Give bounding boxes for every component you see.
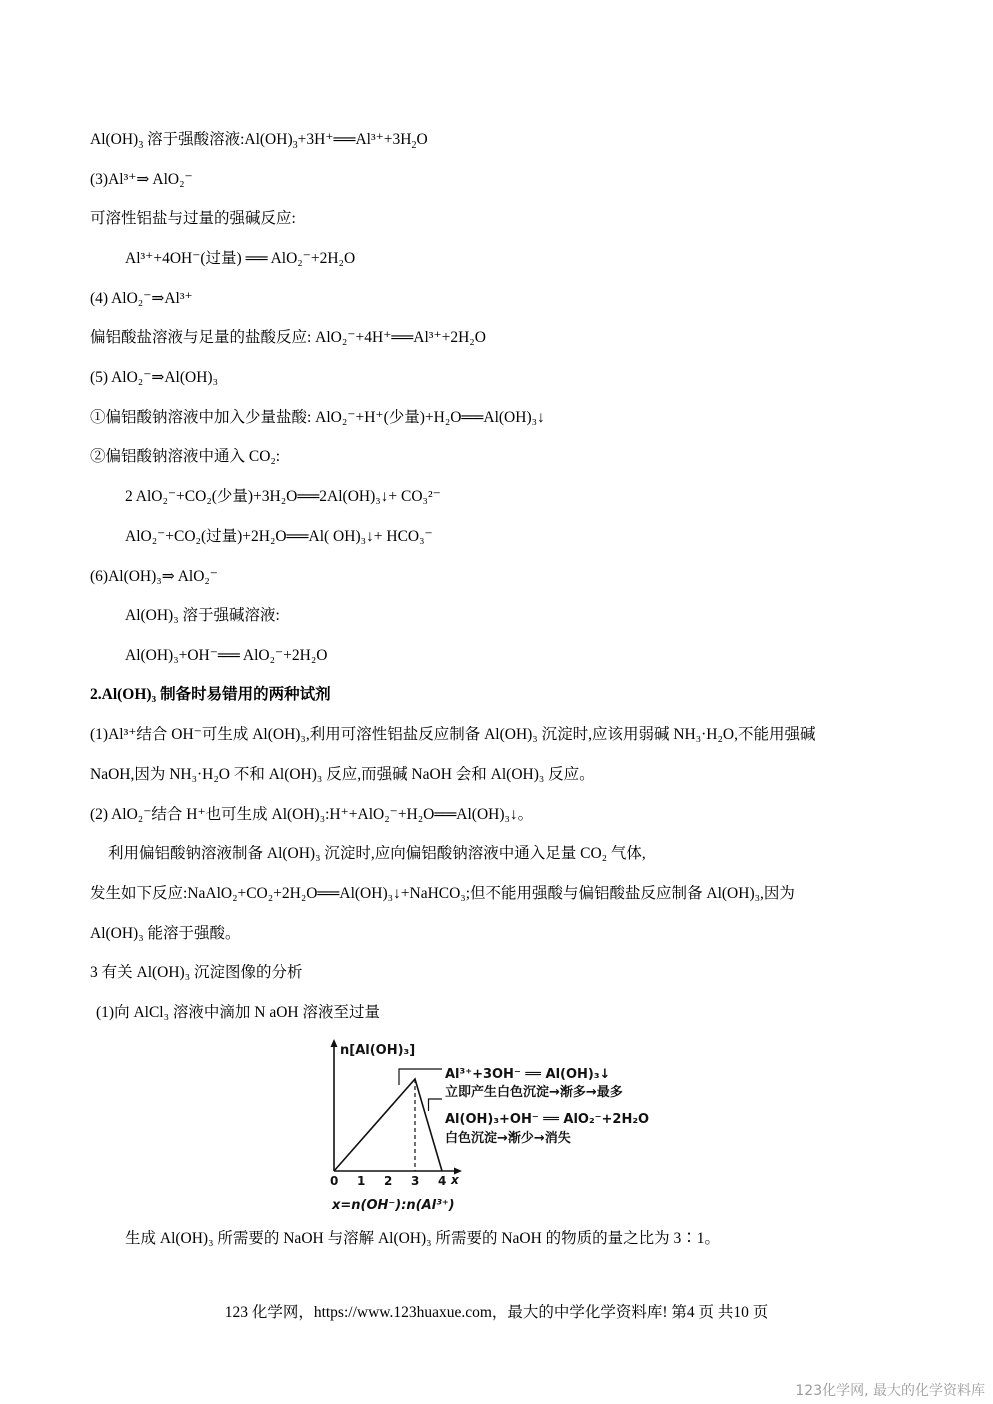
x-axis-label: x=n(OH⁻):n(Al³⁺) — [332, 1198, 455, 1213]
text-line-20: 发生如下反应:NaAlO₂+CO₂+2H₂O══Al(OH)₃↓+NaHCO₃;但不能用强酸与偏铝酸盐反应制备 Al(OH)₃,因为 — [90, 885, 795, 902]
text-l1-formula-head: $Al(OH)_3$ — [90, 131, 144, 152]
text-line-13: Al(OH)₃ 溶于强碱溶液: — [125, 607, 280, 624]
text-line-12: (6)Al(OH)₃⇒ AlO₂⁻ — [90, 568, 218, 585]
text-line-9: ②偏铝酸钠溶液中通入 CO₂: — [90, 448, 281, 465]
text-line-19: 利用偏铝酸钠溶液制备 Al(OH)₃ 沉淀时,应向偏铝酸钠溶液中通入足量 CO₂ 气体, — [108, 845, 646, 862]
text-line-16: (1)Al³⁺结合 OH⁻可生成 Al(OH)₃,利用可溶性铝盐反应制备 Al(OH)₃ 沉淀时,应该用弱碱 NH₃·H₂O,不能用强碱 — [90, 726, 816, 743]
y-axis-label: n[Al(OH)₃] — [340, 1043, 416, 1058]
callout-line-1 — [399, 1069, 442, 1085]
x-tick-label-2: 2 — [384, 1174, 393, 1188]
annotation-1-description: 立即产生白色沉淀→渐多→最多 — [445, 1085, 623, 1100]
series-line — [334, 1079, 442, 1171]
text-line-4: Al³⁺+4OH⁻(过量) ══ AlO₂⁻+2H₂O — [125, 250, 356, 267]
x-axis-symbol: x — [451, 1173, 459, 1187]
x-tick-labels — [330, 1174, 446, 1188]
annotation-2-equation: Al(OH)₃+OH⁻ ══ AlO₂⁻+2H₂O — [445, 1112, 650, 1127]
text-line-2: (3)Al³⁺⇒ AlO₂⁻ — [90, 171, 193, 188]
text-line-5: (4) AlO₂⁻⇒Al³⁺ — [90, 290, 193, 307]
page-footer: 123 化学网，https://www.123huaxue.com，最大的中学化学资料库! 第4 页 共10 页 — [224, 1304, 769, 1321]
watermark: 123化学网, 最大的化学资料库 — [795, 1383, 985, 1399]
text-line-10: 2 AlO₂⁻+CO₂(少量)+3H₂O══2Al(OH)₃↓+ CO₃²⁻ — [125, 488, 441, 505]
text-line-3: 可溶性铝盐与过量的强碱反应: — [90, 210, 296, 227]
text-line-17: NaOH,因为 NH₃·H₂O 不和 Al(OH)₃ 反应,而强碱 NaOH 会和 Al(OH)₃ 反应。 — [90, 766, 595, 783]
text-line-11: AlO₂⁻+CO₂(过量)+2H₂O══Al( OH)₃↓+ HCO₃⁻ — [125, 528, 433, 545]
text-line-14: Al(OH)₃+OH⁻══ AlO₂⁻+2H₂O — [125, 647, 328, 664]
text-l1-body: 溶于强酸溶液:Al(OH) — [147, 131, 293, 148]
x-tick-label-4: 4 — [438, 1174, 447, 1188]
callout-line-2 — [429, 1099, 443, 1111]
annotation-2-description: 白色沉淀→渐少→消失 — [445, 1131, 571, 1146]
text-line-23: (1)向 AlCl₃ 溶液中滴加 N aOH 溶液至过量 — [96, 1004, 380, 1021]
text-line-18: (2) AlO₂⁻结合 H⁺也可生成 Al(OH)₃:H⁺+AlO₂⁻+H₂O══Al(OH)₃↓。 — [90, 806, 534, 823]
x-tick-label-1: 1 — [357, 1174, 366, 1188]
text-line-1: $Al(OH)_3$ 溶于强酸溶液$:Al(OH)_3+3H^+══Al^{3+}+3H_2O$ — [90, 131, 428, 152]
text-line-24: 生成 Al(OH)₃ 所需要的 NaOH 与溶解 Al(OH)₃ 所需要的 NaOH 的物质的量之比为 3∶1。 — [125, 1230, 721, 1247]
text-line-8: ①偏铝酸钠溶液中加入少量盐酸: AlO₂⁻+H⁺(少量)+H₂O══Al(OH)₃↓ — [90, 409, 545, 426]
text-l1-tail: +3H⁺══Al³⁺+3H — [297, 131, 412, 148]
annotation-1-equation: Al³⁺+3OH⁻ ══ Al(OH)₃↓ — [445, 1067, 611, 1082]
text-line-21: Al(OH)₃ 能溶于强酸。 — [90, 925, 241, 942]
text-line-6: 偏铝酸盐溶液与足量的盐酸反应: AlO₂⁻+4H⁺══Al³⁺+2H₂O — [90, 329, 486, 346]
section-heading-3: 3 有关 Al(OH)₃ 沉淀图像的分析 — [90, 964, 303, 981]
precipitate-chart — [322, 1036, 682, 1214]
text-line-7: (5) AlO₂⁻⇒Al(OH)₃ — [90, 369, 218, 386]
x-tick-label-3: 3 — [411, 1174, 420, 1188]
x-tick-label-0: 0 — [330, 1174, 339, 1188]
y-axis-arrow-icon — [331, 1039, 338, 1047]
section-heading-2: 2.Al(OH)₃ 制备时易错用的两种试剂 — [90, 686, 331, 703]
